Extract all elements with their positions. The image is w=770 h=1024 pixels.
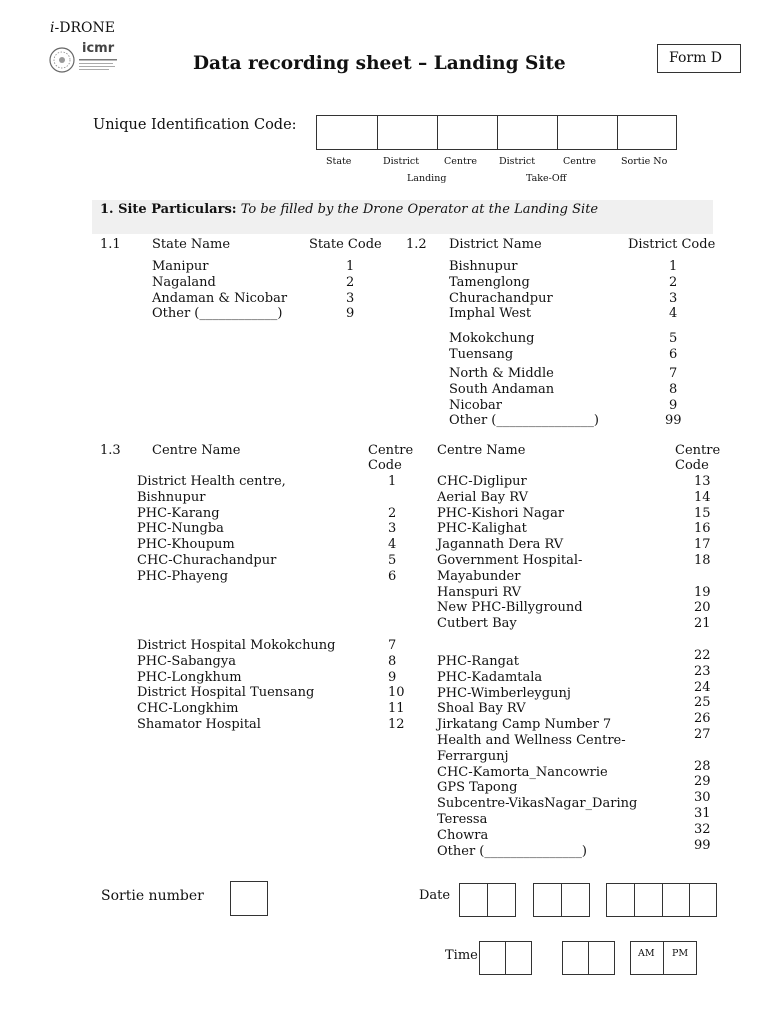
- form-label: Form D: [669, 50, 723, 66]
- list-item: 8: [669, 381, 678, 397]
- list-item: District Hospital Tuensang: [137, 685, 315, 701]
- list-item: 22: [694, 648, 711, 663]
- section-heading-bold: 1. Site Particulars:: [100, 202, 237, 217]
- q13-name-header-left: Centre Name: [152, 443, 241, 458]
- list-item: 19: [694, 584, 711, 600]
- list-item: Mokokchung: [449, 331, 535, 346]
- list-item: Bishnupur: [137, 489, 206, 505]
- list-item: 31: [694, 805, 711, 821]
- list-item: PHC-Karang: [137, 505, 220, 521]
- list-item: 28: [694, 758, 711, 774]
- q11-names: [152, 259, 287, 322]
- time-minute-digit-1[interactable]: [562, 941, 589, 975]
- icmr-logo: [48, 41, 120, 76]
- section-heading: [100, 202, 598, 217]
- list-item: Other (_______________): [437, 843, 587, 859]
- q13-left-group2-names: [137, 638, 336, 733]
- sortie-label: Sortie number: [101, 888, 204, 904]
- uic-sub-centre-takeoff: Centre: [563, 156, 596, 167]
- list-item: 99: [665, 413, 682, 429]
- list-item: [694, 569, 711, 585]
- list-item: 14: [694, 489, 711, 505]
- list-item: PHC-Rangat: [437, 654, 519, 669]
- list-item: Nagaland: [152, 274, 216, 290]
- list-item: Hanspuri RV: [437, 584, 522, 600]
- uic-box-state[interactable]: [316, 115, 378, 150]
- pm-label: PM: [672, 948, 689, 959]
- list-item: 12: [388, 716, 405, 732]
- uic-box-district-landing[interactable]: [377, 115, 438, 150]
- q12-name-header: District Name: [449, 237, 542, 252]
- uic-sub-sortie: Sortie No: [621, 156, 668, 167]
- list-item: 27: [694, 726, 711, 742]
- list-item: Jirkatang Camp Number 7: [437, 717, 612, 733]
- date-label: Date: [419, 888, 451, 903]
- q13-right-group2-names: [437, 654, 637, 859]
- list-item: 20: [694, 600, 711, 616]
- list-item: 1: [388, 474, 397, 489]
- uic-box-district-takeoff[interactable]: [497, 115, 558, 150]
- list-item: [388, 490, 396, 506]
- uic-box-centre-landing[interactable]: [437, 115, 498, 150]
- list-item: [694, 743, 711, 759]
- list-item: 17: [694, 537, 711, 553]
- list-item: PHC-Phayeng: [137, 568, 229, 584]
- q13-left-group1-names: [137, 474, 286, 585]
- list-item: North & Middle: [449, 366, 554, 381]
- list-item: Churachandpur: [449, 290, 553, 306]
- uic-box-centre-takeoff[interactable]: [557, 115, 618, 150]
- date-year-digit-1[interactable]: [606, 883, 635, 917]
- q11-number: 1.1: [100, 237, 121, 252]
- list-item: 3: [346, 290, 355, 306]
- list-item: Other (____________): [152, 306, 283, 322]
- uic-sub-district-takeoff: District: [499, 156, 536, 167]
- list-item: 11: [388, 701, 405, 717]
- q13-number: 1.3: [100, 443, 121, 458]
- list-item: 3: [388, 521, 397, 537]
- list-item: PHC-Longkhum: [137, 669, 242, 685]
- date-year-digit-3[interactable]: [662, 883, 690, 917]
- list-item: PHC-Sabangya: [137, 653, 236, 669]
- list-item: 2: [346, 274, 355, 290]
- q12-group1-names: [449, 259, 553, 322]
- list-item: 4: [388, 537, 397, 553]
- list-item: Shamator Hospital: [137, 716, 261, 732]
- uic-sub-centre-landing: Centre: [444, 156, 477, 167]
- q13-right-group1-names: [437, 474, 583, 632]
- list-item: CHC-Longkhim: [137, 701, 239, 717]
- q13-left-group1-codes: [388, 474, 396, 585]
- list-item: 6: [669, 346, 678, 362]
- list-item: CHC-Diglipur: [437, 474, 527, 489]
- uic-group-takeoff: Take-Off: [526, 173, 567, 184]
- list-item: 7: [388, 638, 397, 653]
- list-item: PHC-Kishori Nagar: [437, 505, 565, 521]
- list-item: Shoal Bay RV: [437, 701, 526, 717]
- list-item: Subcentre-VikasNagar_Daring: [437, 796, 638, 812]
- list-item: 23: [694, 663, 711, 679]
- list-item: Bishnupur: [449, 259, 518, 274]
- list-item: Teressa: [437, 811, 488, 827]
- time-hour-digit-1[interactable]: [479, 941, 506, 975]
- list-item: 7: [669, 366, 678, 381]
- date-year-digit-4[interactable]: [689, 883, 717, 917]
- list-item: District Health centre,: [137, 474, 286, 489]
- q12-group3-codes: [665, 366, 682, 429]
- list-item: Imphal West: [449, 306, 532, 322]
- list-item: Aerial Bay RV: [437, 489, 528, 505]
- list-item: PHC-Nungba: [137, 521, 224, 537]
- list-item: South Andaman: [449, 381, 555, 397]
- page-title: Data recording sheet – Landing Site: [193, 53, 566, 74]
- logo-text: icmr: [82, 41, 115, 56]
- list-item: Tamenglong: [449, 274, 530, 290]
- list-item: 21: [694, 616, 711, 632]
- list-item: CHC-Churachandpur: [137, 552, 277, 568]
- q13-code-header-left-2: Code: [368, 458, 402, 473]
- list-item: Nicobar: [449, 397, 502, 413]
- date-year-digit-2[interactable]: [634, 883, 663, 917]
- q12-group3-names: [449, 366, 599, 429]
- list-item: 24: [694, 679, 711, 695]
- date-month-digit-1[interactable]: [533, 883, 562, 917]
- list-item: Ferrargunj: [437, 748, 509, 764]
- uic-sub-state: State: [326, 156, 352, 167]
- uic-group-landing: Landing: [407, 173, 447, 184]
- list-item: CHC-Kamorta_Nancowrie: [437, 764, 608, 780]
- list-item: GPS Tapong: [437, 780, 518, 796]
- date-day-digit-2[interactable]: [487, 883, 516, 917]
- time-label: Time: [445, 948, 478, 963]
- list-item: Chowra: [437, 827, 489, 843]
- q13-code-header-right-2: Code: [675, 458, 709, 473]
- uic-box-sortie[interactable]: [617, 115, 677, 150]
- list-item: 9: [669, 397, 678, 413]
- list-item: 1: [346, 259, 355, 274]
- list-item: District Hospital Mokokchung: [137, 638, 336, 653]
- list-item: 18: [694, 552, 711, 568]
- list-item: Mayabunder: [437, 568, 521, 584]
- list-item: New PHC-Billyground: [437, 600, 583, 616]
- list-item: 16: [694, 521, 711, 537]
- list-item: Manipur: [152, 259, 209, 274]
- list-item: Government Hospital-: [437, 552, 583, 568]
- date-month-digit-2[interactable]: [561, 883, 590, 917]
- list-item: 25: [694, 695, 711, 711]
- list-item: Andaman & Nicobar: [152, 290, 288, 306]
- list-item: Tuensang: [449, 346, 514, 362]
- list-item: Health and Wellness Centre-: [437, 732, 626, 748]
- q12-code-header: District Code: [628, 237, 716, 252]
- q12-group1-codes: [669, 259, 677, 322]
- list-item: PHC-Wimberleygunj: [437, 685, 571, 701]
- q12-group2-codes: [669, 331, 677, 363]
- form-label-box: [657, 44, 741, 73]
- list-item: Other (_______________): [449, 413, 599, 429]
- q11-codes: [346, 259, 354, 322]
- uic-sub-district-landing: District: [383, 156, 420, 167]
- list-item: 8: [388, 653, 397, 669]
- brand-prefix: i: [50, 20, 55, 36]
- section-heading-italic: To be filled by the Drone Operator at the Landing Site: [240, 202, 599, 217]
- list-item: 30: [694, 790, 711, 806]
- list-item: 4: [669, 306, 678, 322]
- q11-code-header: State Code: [309, 237, 382, 252]
- list-item: 29: [694, 774, 711, 790]
- list-item: 32: [694, 821, 711, 837]
- q12-group2-names: [449, 331, 534, 363]
- list-item: 2: [669, 274, 678, 290]
- list-item: 2: [388, 505, 397, 521]
- q12-number: 1.2: [406, 237, 427, 252]
- q13-code-header-right-1: Centre: [675, 443, 721, 458]
- list-item: 5: [669, 331, 678, 346]
- pm-box[interactable]: [663, 941, 697, 975]
- q13-name-header-right: Centre Name: [437, 443, 526, 458]
- list-item: 26: [694, 711, 711, 727]
- uic-label: Unique Identification Code:: [93, 117, 297, 133]
- am-box[interactable]: [630, 941, 664, 975]
- am-label: AM: [638, 948, 655, 959]
- date-day-digit-1[interactable]: [459, 883, 488, 917]
- sortie-number-box[interactable]: [230, 881, 268, 916]
- list-item: PHC-Kalighat: [437, 521, 527, 537]
- list-item: Jagannath Dera RV: [437, 537, 564, 553]
- list-item: 13: [694, 474, 711, 489]
- list-item: 1: [669, 259, 678, 274]
- list-item: 3: [669, 290, 678, 306]
- time-minute-digit-2[interactable]: [588, 941, 615, 975]
- brand-suffix: -DRONE: [54, 20, 115, 36]
- q13-right-group2-codes: [694, 648, 711, 853]
- list-item: 9: [388, 669, 397, 685]
- list-item: 5: [388, 552, 397, 568]
- time-hour-digit-2[interactable]: [505, 941, 532, 975]
- list-item: 99: [694, 837, 711, 853]
- list-item: 6: [388, 568, 397, 584]
- q13-right-group1-codes: [694, 474, 711, 632]
- list-item: Cutbert Bay: [437, 616, 517, 632]
- q11-name-header: State Name: [152, 237, 231, 252]
- q13-left-group2-codes: [388, 638, 405, 733]
- list-item: PHC-Kadamtala: [437, 669, 543, 685]
- list-item: 10: [388, 685, 405, 701]
- brand-label: [50, 20, 115, 36]
- q13-code-header-left-1: Centre: [368, 443, 414, 458]
- list-item: PHC-Khoupum: [137, 537, 235, 553]
- list-item: 9: [346, 306, 355, 322]
- list-item: 15: [694, 505, 711, 521]
